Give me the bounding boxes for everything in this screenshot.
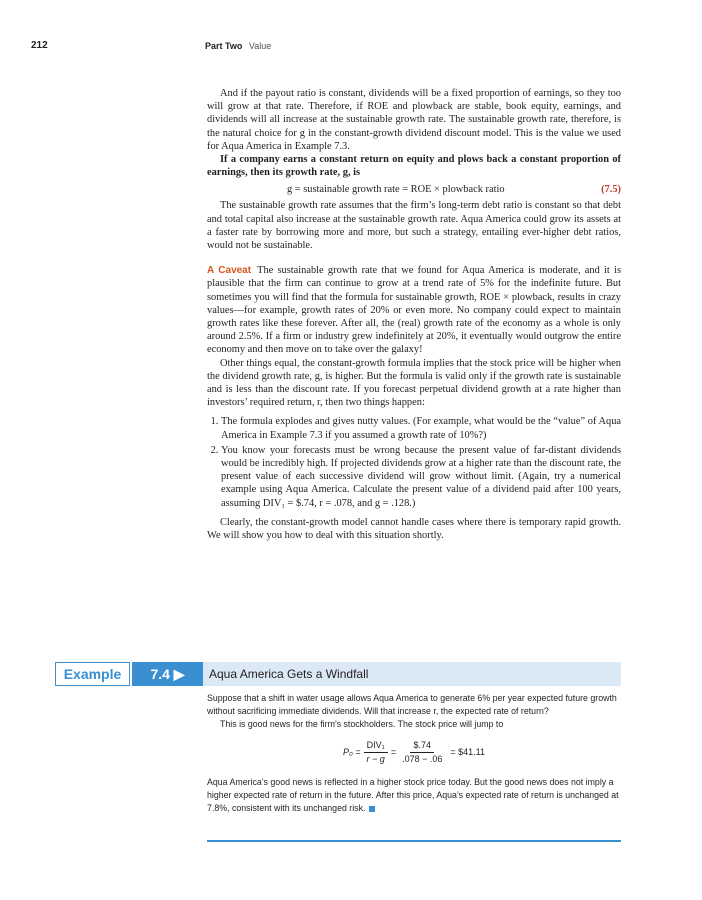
- formula-equals: =: [390, 747, 397, 757]
- paragraph-payout: And if the payout ratio is constant, dividends will be a fixed proportion of earnings, so they too will grow at that rate. Therefore, if ROE and plowback are stable, book equity, earnings, and dividends will all increase at the sustainable growth rate. The sustainable growth rate, therefore, is the natural choice for g in the constant-growth dividend discount model. This is the value we used for Aqua America in Example 7.3.: [207, 88, 621, 152]
- example-label: Example: [55, 662, 130, 686]
- example-body: [207, 692, 621, 815]
- equation-text: g = sustainable growth rate = ROE × plowback ratio: [287, 183, 505, 195]
- example-header: [55, 662, 621, 686]
- frac2-numerator: $.74: [410, 739, 434, 753]
- fraction-values: [399, 739, 445, 766]
- paragraph-other-things: Other things equal, the constant-growth formula implies that the stock price will be higher when the dividend growth rate, g, is higher. But the formula is valid only if the growth rate is sustainable and is less than the discount rate. If you forecast perpetual dividend growth at a rate higher than investors’ required return, r, then two things happen:: [207, 357, 621, 409]
- part-label: Part Two: [205, 41, 243, 51]
- example-paragraph-final: [207, 776, 621, 816]
- frac2-denominator: .078 − .06: [402, 754, 443, 765]
- page-number: 212: [31, 40, 48, 51]
- example-paragraph: This is good news for the firm’s stockholders. The stock price will jump to: [220, 719, 504, 730]
- fraction-div-over-r-g: [364, 739, 388, 766]
- main-text: [207, 87, 621, 542]
- paragraph-clearly: Clearly, the constant-growth model cannot handle cases where there is temporary rapid growth. We will show you how to deal with this situation shortly.: [207, 516, 621, 542]
- caveat-heading: A Caveat: [207, 265, 252, 277]
- example-paragraph: Suppose that a shift in water usage allows Aqua America to generate 6% per year expected future growth without sacrificing immediate dividends. Will that increase r, the expected rate of return?: [207, 693, 617, 717]
- formula-lhs: P₀ =: [342, 747, 361, 757]
- running-head: [205, 41, 271, 51]
- example-bottom-rule: [207, 840, 621, 842]
- equation-number: (7.5): [601, 183, 621, 195]
- caveat-text: The sustainable growth rate that we found for Aqua America is moderate, and it is plausible that the firm can continue to grow at a trend rate of 5% for the indefinite future. But sometimes you will find that the formula for sustainable growth, ROE × plowback, results in crazy values—for example, growth rates of 20% or even more. No company could expect to maintain growth rates like these forever. After all, the (real) growth rate of the economy as a whole is only around 2.5%. If a firm or industry grew indefinitely at 20%, it eventually would outgrow the entire economy and then move on to take over the galaxy!: [207, 265, 621, 356]
- list-item: 2. You know your forecasts must be wrong because the present value of far-distant dividends would be incredibly high. If projected dividends grow at a higher rate than the discount rate, the present value of each successive dividend will grow without limit. (Again, try a numerical example using Aqua America. Calculate the present value of a dividend paid after 100 years, assuming DIV₁ = $.74, r = .078, and g = .128.): [221, 444, 621, 510]
- formula-result: = $41.11: [450, 747, 485, 757]
- list-item: 1. The formula explodes and gives nutty values. (For example, what would be the “value” of Aqua America in Example 7.3 if you assumed a growth rate of 10%?): [221, 415, 621, 441]
- bold-statement: If a company earns a constant return on equity and plows back a constant proportion of earnings, then its growth rate, g, is: [207, 154, 621, 179]
- example-number: 7.4 ▶: [132, 662, 203, 686]
- paragraph-sustainable: The sustainable growth rate assumes that the firm’s long-term debt ratio is constant so that debt and total capital also increase at the sustainable growth rate. Aqua America could grow its assets at a faster rate by borrowing more and more, but such a strategy, entailing ever-higher debt ratios, would not be sustainable.: [207, 200, 621, 252]
- frac1-denominator: r − g: [366, 754, 385, 765]
- frac1-numerator: DIV₁: [364, 739, 388, 753]
- price-formula: [207, 736, 621, 770]
- section-label: Value: [248, 41, 272, 51]
- numbered-list: [207, 415, 621, 509]
- equation-7-5: [207, 179, 621, 199]
- page-header: [0, 40, 702, 54]
- end-of-example-icon: [369, 806, 375, 812]
- example-conclusion: Aqua America’s good news is reflected in a higher stock price today. But the good news does not imply a higher expected rate of return in the future. After this price, Aqua’s expected rate of return is unchanged at 7.8%, consistent with its unchanged risk.: [207, 776, 619, 814]
- paragraph-caveat: [207, 264, 621, 356]
- example-title: Aqua America Gets a Windfall: [203, 662, 621, 686]
